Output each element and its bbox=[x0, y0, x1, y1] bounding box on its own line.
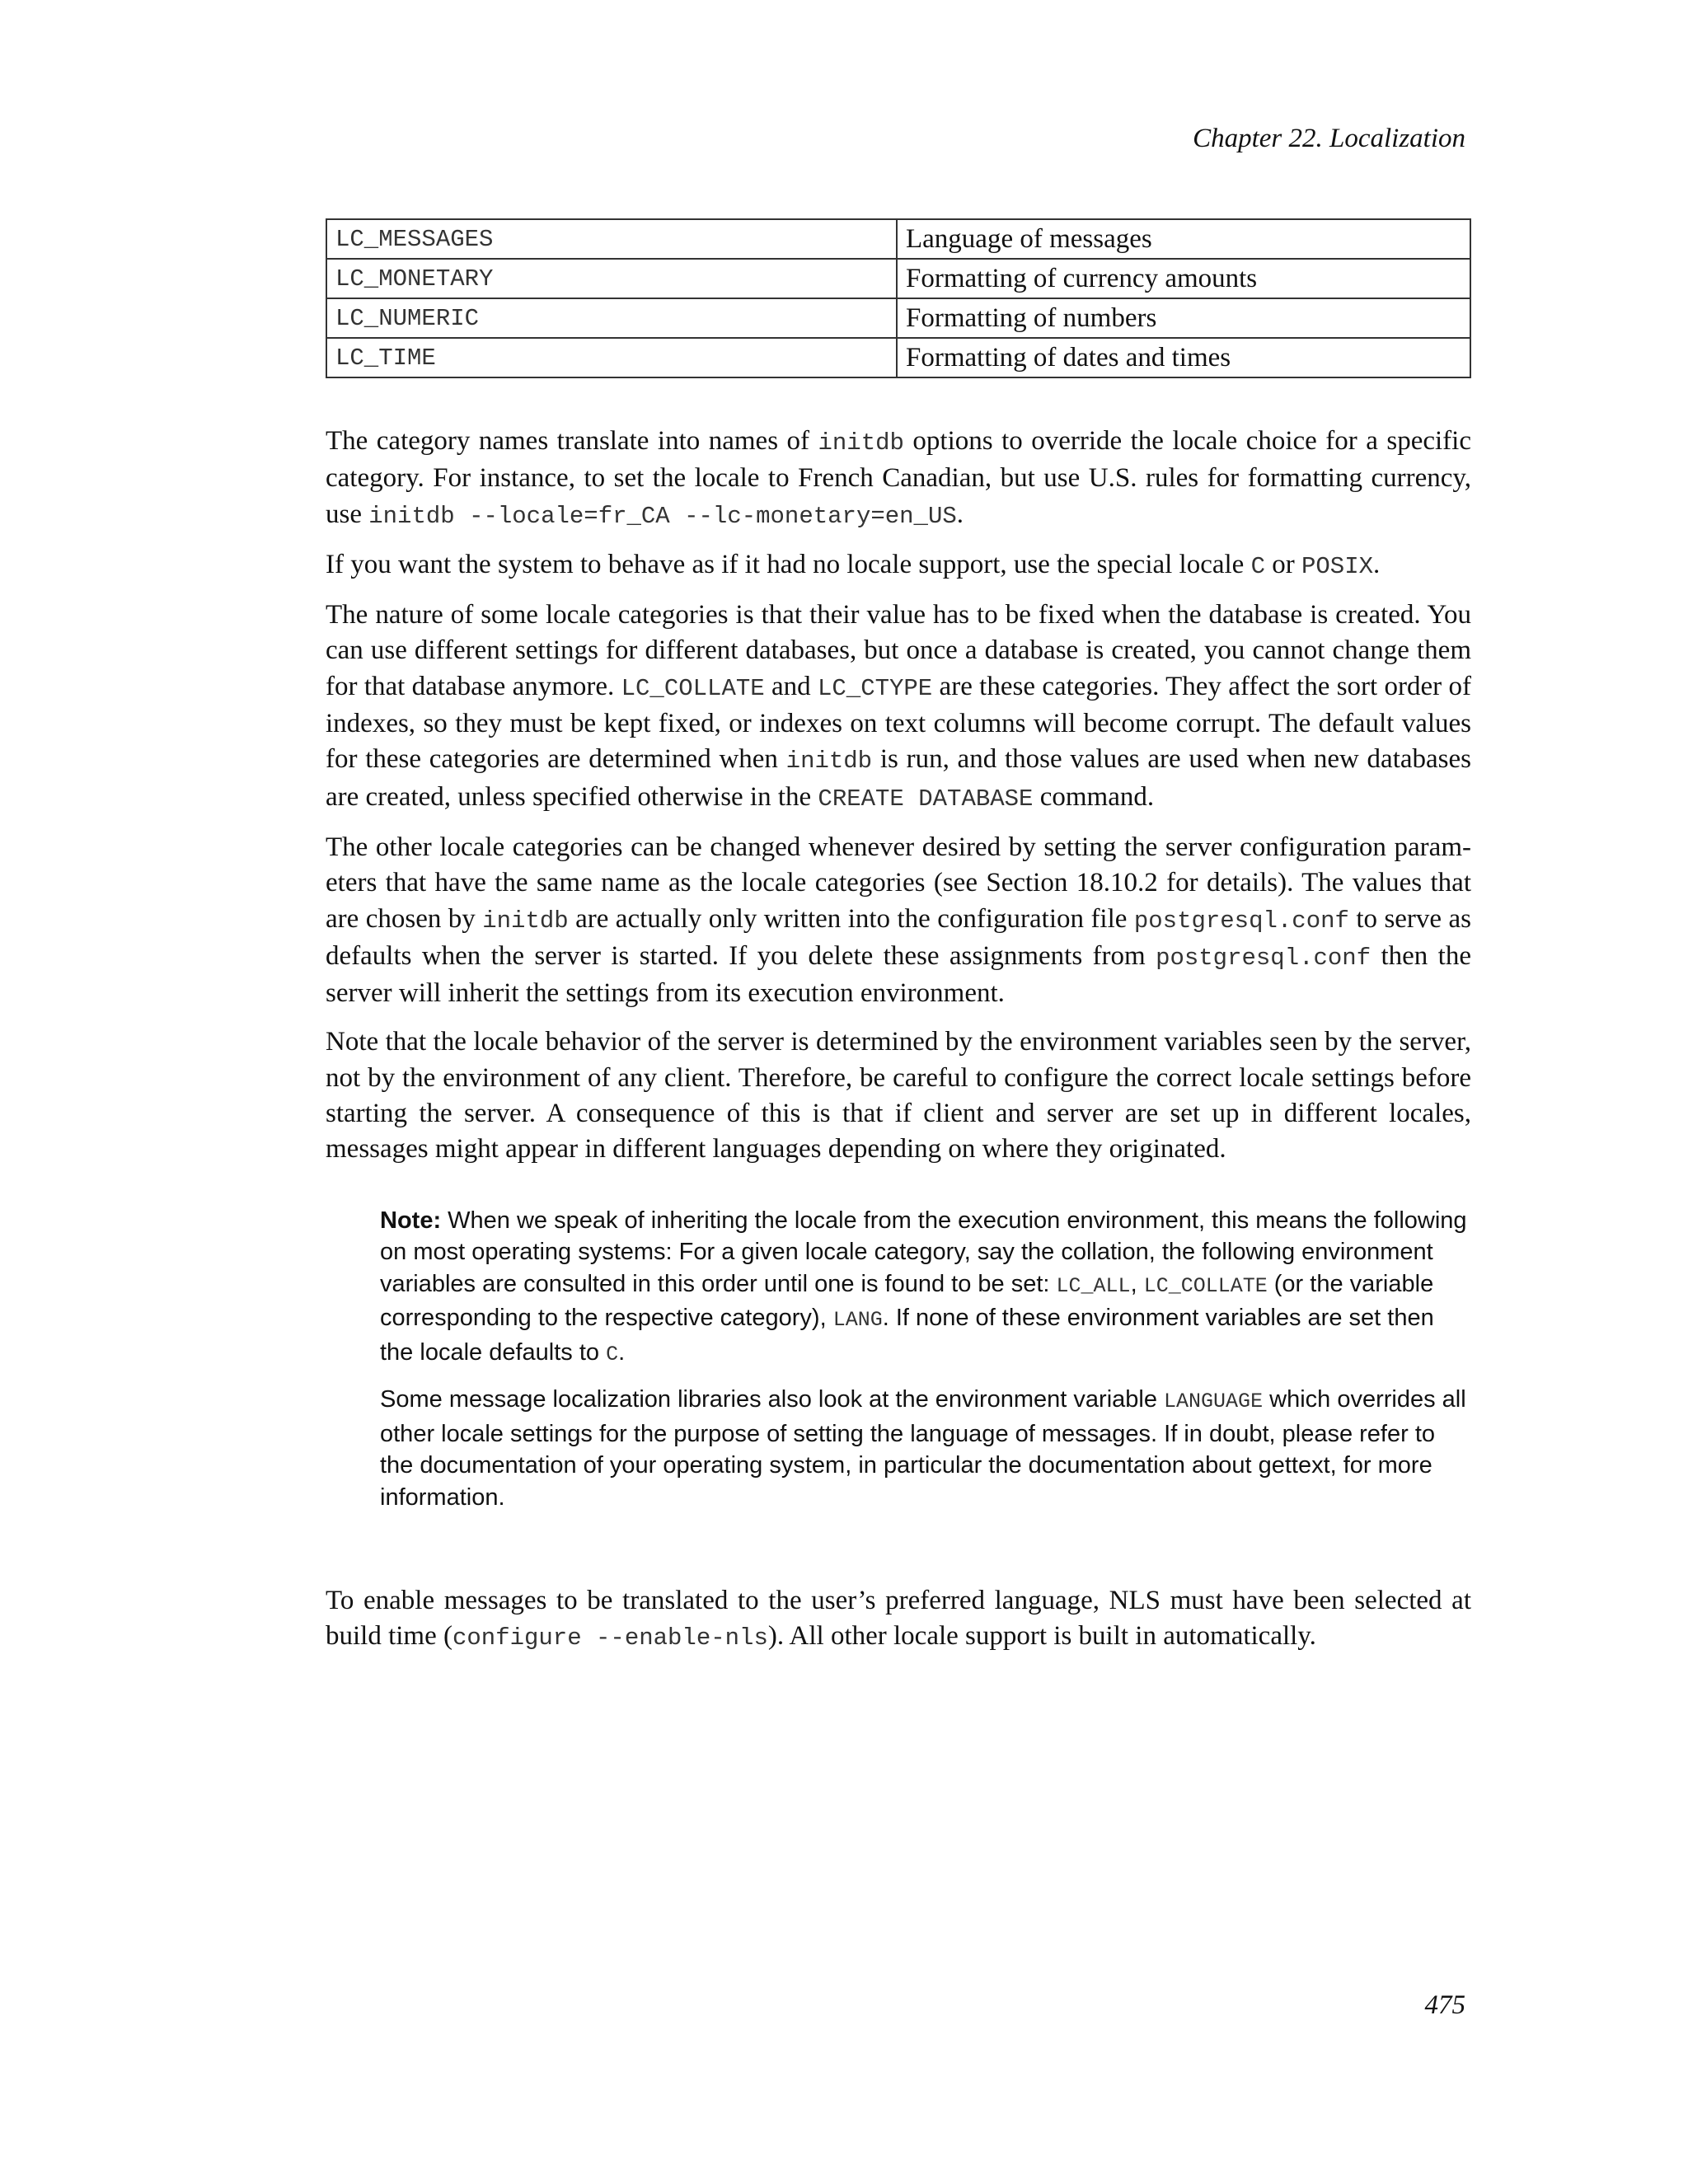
code-configure-enable-nls: configure --enable-nls bbox=[452, 1624, 768, 1652]
paragraph-category-names bbox=[326, 424, 1471, 534]
code-lc-all: LC_ALL bbox=[1056, 1273, 1131, 1298]
text: , bbox=[1130, 1270, 1144, 1297]
text: The nature of some locale categories is that their value has to be fixed when the database is created. You can use different settings for different databases, but once a database is created, you cannot change them for that database anymore. bbox=[326, 600, 1471, 701]
text: To enable messages to be translated to the user’s preferred language, NLS must have been selected at build time ( bbox=[326, 1586, 1471, 1652]
text: options to override the locale choice for a specific category. For instance, to set the locale to French Canadian, but use U.S. rules for formatting currency, use bbox=[326, 426, 1471, 529]
category-name: LC_TIME bbox=[326, 338, 897, 377]
text: When we speak of inheriting the locale from the execution environment, this means the following on most operating systems: For a given locale category, say the collation, the following environment variables are consulted in this order until one is found to be set: bbox=[380, 1207, 1467, 1297]
code-posix: POSIX bbox=[1301, 552, 1374, 580]
category-description: Language of messages bbox=[897, 219, 1470, 259]
body-text bbox=[326, 424, 1471, 1670]
paragraph-server-environment: Note that the locale behavior of the server is determined by the environment variables seen by the server, not by the environment of any client. Therefore, be careful to configure the correct locale settings before starting the server. A consequence of this is that if client and server are set up in different locales, messages might appear in different languages depending on where they originated. bbox=[326, 1027, 1471, 1165]
text: to serve as defaults when the server is started. If you delete these assignments from bbox=[326, 903, 1471, 971]
table-row bbox=[326, 338, 1470, 377]
note-paragraph-1 bbox=[380, 1205, 1471, 1371]
paragraph-other-categories bbox=[326, 830, 1471, 1011]
code-c: C bbox=[1250, 552, 1265, 580]
page-number: 475 bbox=[1424, 1990, 1465, 2020]
code-postgresql-conf: postgresql.conf bbox=[1133, 907, 1349, 935]
note-paragraph-2 bbox=[380, 1384, 1471, 1513]
locale-categories-table bbox=[326, 218, 1471, 378]
code-postgresql-conf: postgresql.conf bbox=[1156, 944, 1372, 972]
note-label: Note: bbox=[380, 1207, 442, 1234]
text: are these categories. They affect the sort order of indexes, so they must be kept fixed, or indexes on text columns will become corrupt. The default values for these categories are determined when bbox=[326, 671, 1471, 775]
text: (or the variable corresponding to the respective category), bbox=[380, 1270, 1434, 1332]
code-lc-collate: LC_COLLATE bbox=[621, 674, 765, 702]
category-name: LC_MESSAGES bbox=[326, 219, 897, 259]
text: The other locale categories can be changed whenever desired by setting the server configuration parameters that have the same name as the locale categories (see Section 18.10.2 for details). The values that are chosen by bbox=[326, 832, 1471, 934]
category-name: LC_NUMERIC bbox=[326, 298, 897, 338]
category-description: Formatting of currency amounts bbox=[897, 259, 1470, 298]
text: . bbox=[956, 499, 964, 529]
code-create-database: CREATE DATABASE bbox=[818, 785, 1034, 813]
text: command. bbox=[1033, 781, 1155, 812]
code-lang: LANG bbox=[832, 1308, 883, 1333]
paragraph-nls bbox=[326, 1583, 1471, 1657]
paragraph-no-locale bbox=[326, 547, 1471, 584]
text: is run, and those values are used when new databases are created, unless specified otherwise in the bbox=[326, 744, 1471, 812]
text: . bbox=[1373, 549, 1381, 579]
paragraph-fixed-categories bbox=[326, 598, 1471, 817]
text: and bbox=[764, 671, 818, 701]
text: which overrides all other locale settings for the purpose of setting the language of messages. If in doubt, please refer to the documentation of your operating system, in particular the documentation about gettext, for more information. bbox=[380, 1386, 1466, 1511]
code-lc-ctype: LC_CTYPE bbox=[817, 674, 933, 702]
category-description: Formatting of numbers bbox=[897, 298, 1470, 338]
text: ). All other locale support is built in automatically. bbox=[767, 1621, 1316, 1652]
code-c: C bbox=[606, 1342, 619, 1366]
text: or bbox=[1265, 549, 1301, 579]
text: If you want the system to behave as if it had no locale support, use the special locale bbox=[326, 549, 1251, 579]
code-language: LANGUAGE bbox=[1164, 1390, 1264, 1414]
code-initdb: initdb bbox=[818, 429, 904, 457]
text: Some message localization libraries also look at the environment variable bbox=[380, 1386, 1165, 1413]
chapter-header: Chapter 22. Localization bbox=[1193, 124, 1465, 153]
text: are actually only written into the configuration file bbox=[568, 903, 1134, 934]
code-initdb: initdb bbox=[785, 748, 873, 776]
code-initdb-example: initdb --locale=fr_CA --lc-monetary=en_US bbox=[368, 502, 957, 530]
text: then the server will inherit the settings from its execution environment. bbox=[326, 940, 1471, 1009]
code-lc-collate: LC_COLLATE bbox=[1143, 1273, 1268, 1298]
text: . bbox=[618, 1338, 626, 1366]
note-box bbox=[380, 1205, 1471, 1514]
table-row bbox=[326, 219, 1470, 259]
code-initdb: initdb bbox=[482, 907, 569, 935]
text: The category names translate into names of bbox=[326, 426, 818, 456]
text: . If none of these environment variables are set then the locale defaults to bbox=[380, 1305, 1434, 1366]
table-row bbox=[326, 259, 1470, 298]
category-name: LC_MONETARY bbox=[326, 259, 897, 298]
table-row bbox=[326, 298, 1470, 338]
category-description: Formatting of dates and times bbox=[897, 338, 1470, 377]
